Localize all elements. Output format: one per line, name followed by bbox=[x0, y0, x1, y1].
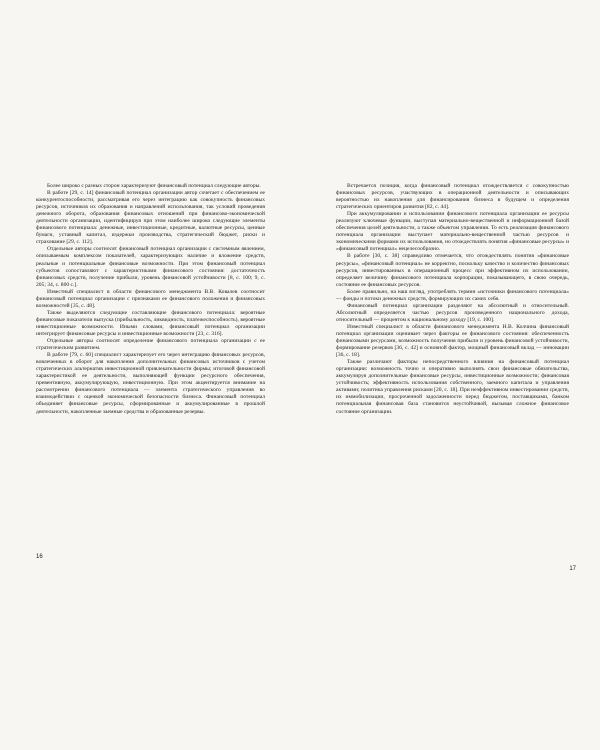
paragraph: При аккумулировании и использовании финансового потенциала организации ее ресурсы реализуют ключевые функции, выступая материально-вещественной и информационной базой обеспечения целей деятельности, а также объектом управления. То есть реализация финансового потенциала организации выступает материально-вещественной частью ресурсов и экономическими формами их использования, но отождествлять понятия «финансовые ресурсы» и «финансовый потенциал» нецелесообразно. bbox=[336, 211, 569, 253]
paragraph: Также выделяются следующие составляющие финансового потенциала: вероятные финансовые показатели выпуска (прибыльность, ликвидность, платежеспособность), вероятные инвестиционные возможности. Иными словами, финансовый потенциал организации интегрирует финансовые ресурсы и инвестиционные возможности [23, с. 316]. bbox=[36, 309, 265, 337]
paragraph: Отдельные авторы соотносят финансовый потенциал организации с системным явлением, описываемым комплексом показателей, характеризующих наличие и вложение средств, реальные и потенциальные финансовые возможности. При этом финансовый потенциал субъектов сопоставляют с характеристиками финансового состояния: достаточность финансовых средств, получение прибыли, уровень финансовой устойчивости [8, с. 100; 9, с. 205; 34, с. 800 с.]. bbox=[36, 246, 265, 288]
left-page-text bbox=[36, 183, 265, 416]
right-page bbox=[300, 0, 600, 750]
paragraph: В работе [79, с. 60] специалист характеризует его через интеграцию финансовых ресурсов, вовлеченных в оборот для накопления дополнительных финансовых источников с учетом стратегических альтернатив инвестиционной привлекательности фирмы; итоговой финансовой характеристикой ее деятельности, выполняющей функции ресурсного обеспечения, превентивную, аккумулирующую, инвестиционную. При этом акцентируется внимание на рассмотрении финансового потенциала — элемента стратегического управления во взаимодействии с оценкой экономической безопасности бизнеса. Финансовый потенциал объединяет финансовые ресурсы, сформированные и аккумулированные в прошлой деятельности, накопленные заемные средства и образованные резервы. bbox=[36, 352, 265, 415]
page-number-left: 16 bbox=[36, 554, 43, 560]
paragraph: Известный специалист в области финансового менеджмента Н.В. Колчина финансовый потенциал организации оценивает через факторы ее финансового состояния: обеспеченность финансовыми ресурсами, возможность получения прибыли и уровень финансовой устойчивости, формирование резервов [36, с. 42] и основной фактор, мощный финансовый вклад — инновации [36, с. 18]. bbox=[336, 323, 569, 359]
right-page-text bbox=[336, 183, 569, 416]
paragraph: В работе [29, с. 14] финансовый потенциал организации автор сочетает с обеспечением ее конкурентоспособности, рассматривая его через интеграцию как совокупность финансовых ресурсов, источников их образования и направлений использования, так условий проведения денежного оборота, образования финансовых отношений при финансово-экономической деятельности организации, идентифицируя при этом наиболее широко следующие элементы финансового потенциала: денежные, инвестиционные, кредитные, валютные ресурсы, ценные бумаги, уставный капитал, издержки производства, стратегический бюджет, риски и страхование [29, с. 112]. bbox=[36, 190, 265, 246]
paragraph: Известный специалист в области финансового менеджмента В.В. Ковалев соотносит финансовый потенциал организации с признаками ее финансового положения и финансовых возможностей [35, с. 48]. bbox=[36, 288, 265, 309]
paragraph: Финансовый потенциал организации разделяют на абсолютный и относительный. Абсолютный определяется частью ресурсов произведенного национального дохода, относительный — процентом к национальному доходу [19, с. 100]. bbox=[336, 302, 569, 323]
paragraph: Встречается позиция, когда финансовый потенциал отождествляется с совокупностью финансовых ресурсов, участвующих в операционной деятельности и описывающих вероятностью их накопления для финансирования бизнеса в будущем и определения стратегических ориентиров развития [82, с. 44]. bbox=[336, 183, 569, 211]
paragraph: Отдельные авторы соотносят определение финансового потенциала организации с ее стратегическим развитием. bbox=[36, 338, 265, 352]
paragraph: Более правильно, на наш взгляд, употреблять термин «источники финансового потенциала» — фонды и потоки денежных средств, формирующих их самих себя. bbox=[336, 288, 569, 302]
paragraph: Более широко с разных сторон характеризуют финансовый потенциал следующие авторы. bbox=[47, 183, 261, 189]
page-number-right: 17 bbox=[569, 566, 576, 572]
paragraph: В работе [30, с. 38] справедливо отмечается, что отождествлять понятия «финансовые ресурсы», «финансовый потенциал» не корректно, поскольку качество и количество финансовых ресурсов, инвестированных в операционный процесс при эффективном их использовании, определяет величину финансового потенциала корпорации, показывающего, в свою очередь, состояние ее финансовых ресурсов. bbox=[336, 253, 569, 288]
paragraph: Также различают факторы непосредственного влияния на финансовый потенциал организации: возможность точно и оперативно выполнять свои финансовые обязательства, аккумулируя дополнительные финансовые ресурсы, инвестиционные возможности; финансовая устойчивость; эффективность использования собственного, заемного капитала и управления активами; политика управления рисками [20, с. 18]. При неэффективном инвестировании средств, их иммобилизации, просроченной задолженности перед бюджетом, поставщиками, банком потенциальная финансовая база становится неустойчивой, вызывая сложное финансовое состояние организации. bbox=[336, 359, 569, 415]
